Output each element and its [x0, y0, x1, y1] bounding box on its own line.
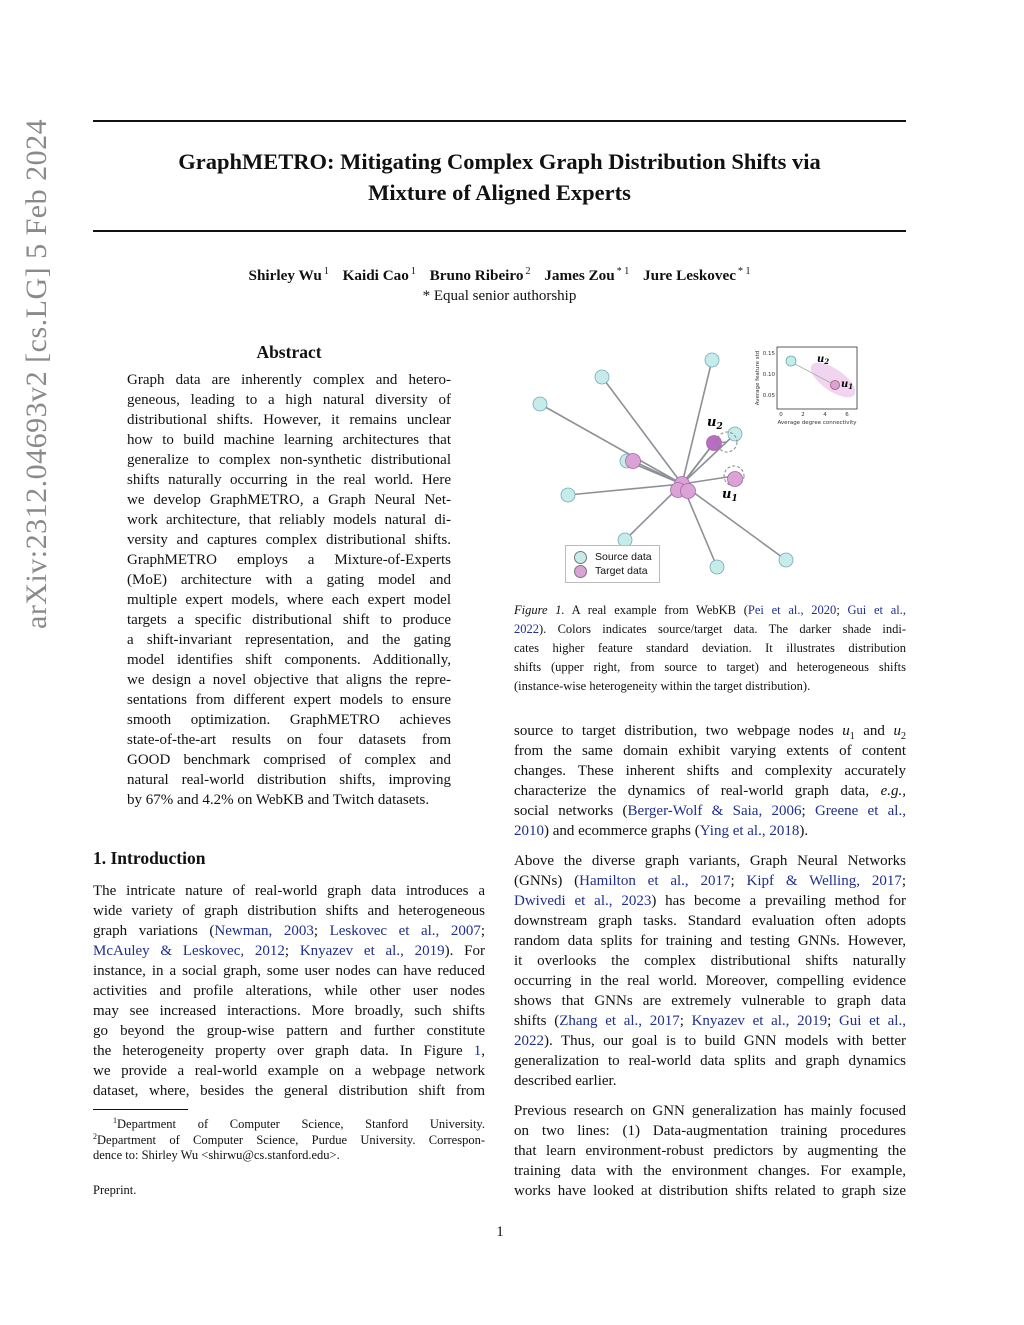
text-line: graph variations (Newman, 2003; Leskovec et al., 2007;: [93, 923, 485, 939]
abstract-line: Graph data are inherently complex and hetero-: [127, 372, 451, 388]
citation-link[interactable]: Knyazev et al., 2019: [691, 1013, 828, 1029]
author-name: Jure Leskovec: [643, 267, 736, 284]
citation-link[interactable]: Knyazev et al., 2019: [299, 943, 445, 959]
page-number: 1: [496, 1224, 504, 1240]
text-line: social networks (Berger-Wolf & Saia, 2006; Greene et al.,: [514, 803, 906, 819]
citation-link[interactable]: 2010: [514, 823, 544, 839]
abstract-line: by 67% and 4.2% on WebKB and Twitch datasets.: [127, 792, 430, 808]
source-node: [561, 488, 575, 502]
target-node: [626, 454, 641, 469]
abstract-line: GraphMETRO employs a Mixture-of-Experts: [127, 552, 451, 568]
abstract-line: model identifies shift components. Additionally,: [127, 652, 451, 668]
citation-link[interactable]: McAuley & Leskovec, 2012: [93, 943, 285, 959]
abstract-line: state-of-the-art results on four datasets from: [127, 732, 451, 748]
text-line: activities and profile alterations, while other user nodes: [93, 983, 485, 999]
node-label-u2: $u_2$: [707, 415, 723, 432]
text-line: Above the diverse graph variants, Graph Neural Networks: [514, 853, 906, 869]
inset-target-region: [805, 356, 860, 404]
inset-ytick: 0.05: [762, 393, 775, 399]
author-name: Shirley Wu: [248, 267, 322, 284]
paper-title: [93, 146, 906, 208]
text-line: from the same domain exhibit varying extents of content: [514, 743, 906, 759]
target-node: [728, 472, 743, 487]
caption-line: Figure 1. A real example from WebKB (Pei et al., 2020; Gui et al.,: [514, 603, 906, 617]
citation-link[interactable]: 2022: [514, 1033, 544, 1049]
citation-link[interactable]: Gui et al.,: [838, 1013, 906, 1029]
legend-label: Target data: [595, 565, 648, 577]
text-line: occurring in the real world. Moreover, compelling evidence: [514, 973, 906, 989]
title-line-2: Mixture of Aligned Experts: [368, 180, 631, 205]
text-line: works have looked at distribution shifts related to graph size: [514, 1183, 906, 1199]
text-line: shows that GNNs are extremely vulnerable to graph data: [514, 993, 906, 1009]
author-name: James Zou: [544, 267, 615, 284]
text-line: we provide a real-world example on a webpage network: [93, 1063, 485, 1079]
text-line: changes. These inherent shifts and complexity accurately: [514, 763, 906, 779]
author-affil: 1: [410, 266, 416, 277]
inset-xtick: 0: [779, 412, 783, 418]
source-node: [533, 397, 547, 411]
abstract-line: distributional shifts. However, it remains unclear: [127, 412, 451, 428]
legend-swatch-source: [574, 551, 587, 564]
inset-plot: [755, 347, 861, 426]
citation-link[interactable]: Gui et al.,: [847, 603, 906, 617]
text-line: characterize the dynamics of real-world graph data, e.g.,: [514, 783, 906, 799]
author-affil: 1: [323, 266, 329, 277]
target-node: [707, 436, 722, 451]
target-node: [681, 484, 696, 499]
abstract-line: shifts naturally occurring in the real world. Here: [127, 472, 451, 488]
text-line: that learn environment-robust predictors by augmenting the: [514, 1143, 906, 1159]
legend-label: Source data: [595, 551, 652, 563]
inset-xtick: 6: [845, 412, 849, 418]
text-line: Previous research on GNN generalization has mainly focused: [514, 1103, 906, 1119]
graph-nodes: [533, 350, 793, 574]
citation-link[interactable]: Leskovec et al., 2007: [329, 923, 481, 939]
figure-link[interactable]: 1: [473, 1043, 482, 1059]
abstract-line: smooth optimization. GraphMETRO achieves: [127, 712, 451, 728]
text-line: 2010) and ecommerce graphs (Ying et al., 2018).: [514, 823, 809, 839]
node-label-u1: $u_1$: [722, 487, 738, 504]
inset-xlabel: Average degree connectivity: [777, 420, 857, 426]
text-line: shifts (Zhang et al., 2017; Knyazev et al., 2019; Gui et al.,: [514, 1013, 906, 1029]
graph-edge: [633, 461, 682, 484]
text-line: the heterogeneity property over graph data. In Figure 1,: [93, 1043, 485, 1059]
inset-u2-label: $u_2$: [817, 354, 830, 366]
caption-line: shifts (upper right, from source to target) and heterogeneous shifts: [514, 660, 906, 674]
text-line: dataset, where, besides the general distribution shift from: [93, 1083, 485, 1099]
abstract-line: how to build machine learning architectures that: [127, 432, 451, 448]
inset-target-point: [831, 381, 840, 390]
text-line: wide variety of graph distribution shifts and heterogeneous: [93, 903, 485, 919]
abstract-line: targets a specific distributional shift to produce: [127, 612, 451, 628]
preprint-note: Preprint.: [93, 1183, 137, 1197]
text-line: described earlier.: [514, 1073, 617, 1089]
text-line: random data splits for training and testing GNNs. However,: [514, 933, 906, 949]
text-line: McAuley & Leskovec, 2012; Knyazev et al., 2019). For: [93, 943, 486, 959]
abstract-line: (MoE) architecture with a gating model and: [127, 572, 451, 588]
abstract-line: we design a novel objective that aligns the repre-: [127, 672, 451, 688]
citation-link[interactable]: Berger-Wolf & Saia, 2006: [627, 803, 802, 819]
text-line: 2022). Thus, our goal is to build GNN models with better: [514, 1033, 906, 1049]
footnote-line: $^1$Department of Computer Science, Stanford University.: [113, 1116, 485, 1131]
text-line: generalization to real-world data splits and graph dynamics: [514, 1053, 906, 1069]
title-bottom-rule: [93, 230, 906, 232]
equal-authorship-note: * Equal senior authorship: [422, 288, 577, 304]
text-line: (GNNs) (Hamilton et al., 2017; Kipf & Welling, 2017;: [514, 873, 906, 889]
inset-u1-label: $u_1$: [841, 379, 854, 391]
source-node: [728, 427, 742, 441]
author-list: [93, 266, 906, 285]
text-line: instance, in a social graph, some user nodes can have reduced: [93, 963, 485, 979]
arxiv-identifier: arXiv:2312.04693v2 [cs.LG] 5 Feb 2024: [20, 118, 53, 629]
inset-source-point: [786, 356, 796, 366]
citation-link[interactable]: Hamilton et al., 2017: [579, 873, 731, 889]
caption-line: 2022). Colors indicates source/target data. The darker shade indi-: [514, 622, 906, 636]
text-line: may see increased interactions. More broadly, such shifts: [93, 1003, 485, 1019]
abstract-line: GOOD benchmark comprised of complex and: [127, 752, 451, 768]
footnote-line: dence to: Shirley Wu <shirwu@cs.stanford.edu>.: [93, 1148, 340, 1162]
text-line: downstream graph tasks. Standard evaluation often adopts: [514, 913, 906, 929]
citation-link[interactable]: Kipf & Welling, 2017: [746, 873, 902, 889]
legend-item-source: [574, 550, 652, 564]
source-node: [710, 560, 724, 574]
abstract-line: a shift-invariant representation, and the gating: [127, 632, 451, 648]
citation-link[interactable]: Pei et al., 2020: [747, 603, 837, 617]
source-node: [779, 553, 793, 567]
author-affil: 2: [525, 266, 531, 277]
inset-ytick: 0.15: [762, 351, 775, 357]
abstract-line: we develop GraphMETRO, a Graph Neural Net-: [127, 492, 451, 508]
citation-link[interactable]: Newman, 2003: [214, 923, 314, 939]
figure-legend: [565, 545, 660, 583]
source-node: [595, 370, 609, 384]
footnote-line: $^2$Department of Computer Science, Purdue University. Correspon-: [93, 1132, 485, 1147]
section-heading-introduction: 1. Introduction: [93, 848, 206, 868]
author-name: Kaidi Cao: [342, 267, 409, 284]
title-top-rule: [93, 120, 906, 122]
legend-swatch-target: [574, 565, 587, 578]
citation-link[interactable]: 2022: [514, 622, 539, 636]
caption-line: cates higher feature standard deviation. It illustrates distribution: [514, 641, 906, 655]
author-name: Bruno Ribeiro: [429, 267, 524, 284]
legend-item-target: [574, 564, 648, 578]
inset-ytick: 0.10: [762, 372, 775, 378]
abstract-line: versity and captures complex distributional shifts.: [127, 532, 451, 548]
title-line-1: GraphMETRO: Mitigating Complex Graph Distribution Shifts via: [178, 149, 821, 174]
text-line: go beyond the group-wise pattern and further constitute: [93, 1023, 485, 1039]
inset-xtick: 4: [823, 412, 827, 418]
abstract-line: natural real-world distribution shifts, improving: [127, 772, 451, 788]
graph-edges: [540, 360, 786, 567]
text-line: on two lines: (1) Data-augmentation training procedures: [514, 1123, 906, 1139]
inset-xtick: 2: [801, 412, 805, 418]
abstract-line: generalize to complex non-synthetic distributional: [127, 452, 451, 468]
text-line: The intricate nature of real-world graph data introduces a: [93, 883, 485, 899]
inset-ylabel: Average feature std: [755, 350, 761, 406]
text-line: Dwivedi et al., 2023) has become a prevailing method for: [514, 893, 906, 909]
author-affil: * 1: [737, 266, 751, 277]
graph-edge: [568, 484, 682, 495]
author-affil: * 1: [616, 266, 630, 277]
text-line: source to target distribution, two webpage nodes $u_1$ and $u_2$: [514, 723, 906, 742]
citation-link[interactable]: Dwivedi et al., 2023: [514, 893, 652, 909]
source-node: [705, 353, 719, 367]
text-line: it overlooks the complex distributional shifts naturally: [514, 953, 906, 969]
caption-line: (instance-wise heterogeneity within the target distribution).: [514, 679, 811, 693]
citation-link[interactable]: Ying et al., 2018: [699, 823, 800, 839]
graph-edge: [540, 404, 682, 484]
abstract-line: sentations from different expert models to ensure: [127, 692, 451, 708]
citation-link[interactable]: Zhang et al., 2017: [559, 1013, 680, 1029]
abstract-heading: Abstract: [256, 342, 322, 362]
footnote-rule: [93, 1109, 188, 1110]
abstract-line: work architecture, that reliably models natural di-: [127, 512, 451, 528]
citation-link[interactable]: Greene et al.,: [814, 803, 906, 819]
abstract-line: geneous, leading to a high natural diversity of: [127, 392, 451, 408]
text-line: training data with the environment changes. For example,: [514, 1163, 906, 1179]
abstract-line: multiple expert models, where each expert model: [127, 592, 451, 608]
